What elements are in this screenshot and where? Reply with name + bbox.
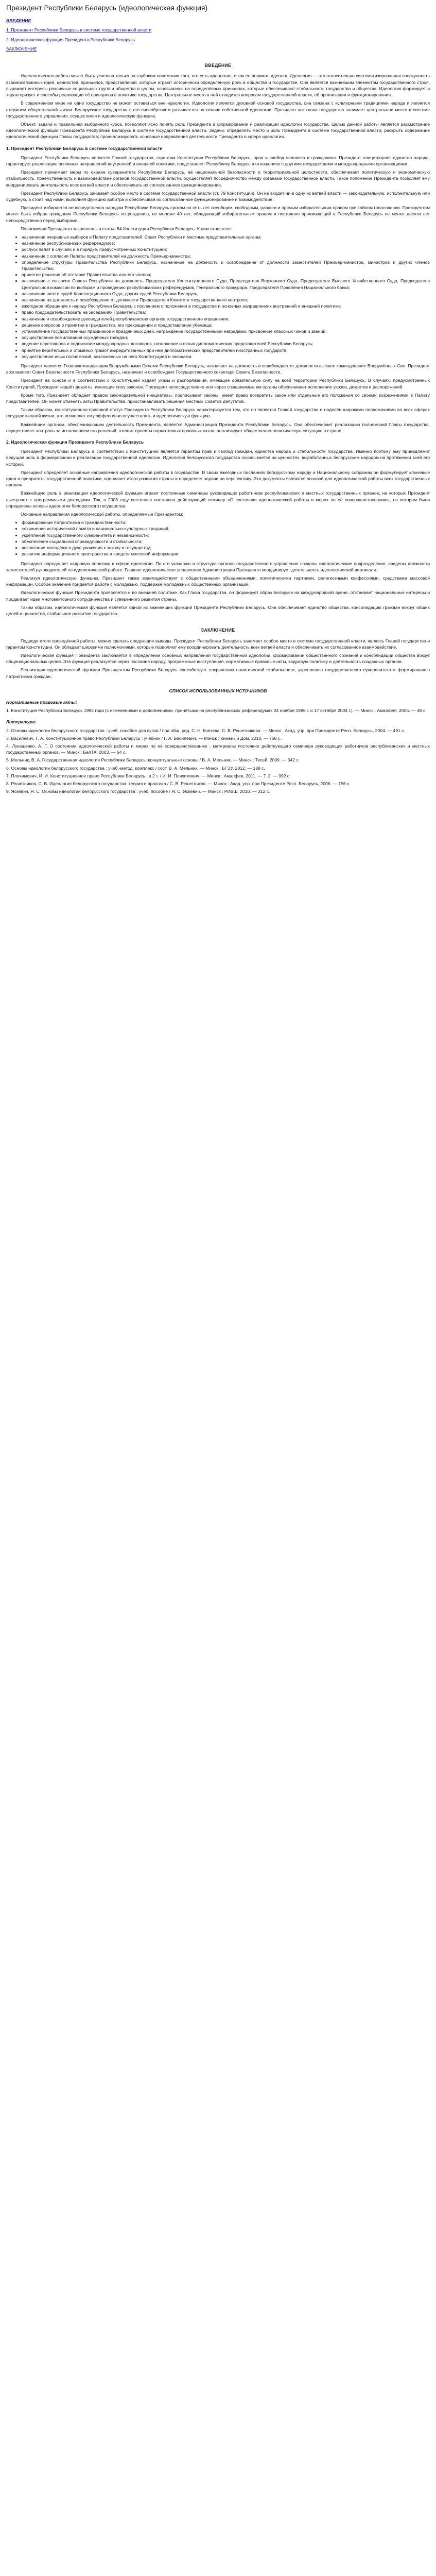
list-item: • укрепление государственного суверенитета и независимости; — [22, 532, 430, 538]
directions-list — [6, 519, 430, 557]
list-item: • назначение с согласия Палаты представителей на должность Премьер-министра; — [22, 253, 430, 259]
list-item: • развитие информационного пространства и средств массовой информации. — [22, 551, 430, 557]
powers-list — [6, 234, 430, 360]
list-item: • обеспечение социальной справедливости и стабильности; — [22, 538, 430, 545]
section-2-paragraph: Таким образом, идеологическая функция является одной из важнейших функций Президента Республики Беларусь. Она обеспечивает единство общества, консолидацию граждан вокруг общих целей и ценностей, стабильное развитие государства. — [6, 604, 430, 616]
section-2-paragraph: Реализуя идеологическую функцию, Президент также взаимодействует с общественными объединениями, политическими партиями, религиозными конфессиями, средствами массовой информации. Особое значение придаётся работе с молодёжью, поддержке молодёжных общественных организаций. — [6, 575, 430, 587]
toc-link-section-2[interactable]: 2. Идеологическая функция Президента Республики Беларусь — [6, 37, 135, 42]
list-item: • определение структуры Правительства Республики Беларусь, назначение на должность и освобождение от должности заместителей Премьер-министра, министров и других членов Правительства; — [22, 259, 430, 272]
list-item: • ежегодное обращение к народу Республики Беларусь с посланием о положении в государстве и основных направлениях внутренней и внешней политики; — [22, 303, 430, 309]
list-item: • решение вопросов о принятии в гражданство, его прекращении и предоставлении убежища; — [22, 322, 430, 328]
list-item: • принятие верительных и отзывных грамот аккредитованных при нём дипломатических представителей иностранных государств; — [22, 347, 430, 353]
bibliography-heading: СПИСОК ИСПОЛЬЗОВАННЫХ ИСТОЧНИКОВ — [169, 688, 267, 693]
section-1-heading: 1. Президент Республики Беларусь в системе государственной власти — [6, 145, 163, 151]
intro-paragraph: Идеологическая работа может быть успешна только на глубоком понимании того, что есть идеология, и как ее понимал идеолог. Идеология — это относительно систематизированная совокупность взаимосвязанных идей, ценностей, принципов, представлений, которые играют исторически определённую роль в обществе и государстве. Она является важнейшим элементом государственного строя, выражает интересы различных социальных групп и общества в целом, основываясь на определённых принципах, которые обеспечивают стабильность государства и общества. Идеология формирует и характеризует и способы реализации её принципов в политике государства. Центральное место в ней отводится вопросам государственной власти, её организации и функционирования. — [6, 73, 430, 98]
list-item: • роспуск палат в случаях и в порядке, предусмотренных Конституцией; — [22, 246, 430, 252]
bibliography-item: 7. Пляхимович, И. И. Конституционное право Республики Беларусь : в 2 т. / И. И. Пляхимович. — Минск : Амалфея, 2011. — Т. 2. — 992 с. — [6, 773, 291, 778]
section-1-paragraph: Президент является Главнокомандующим Вооружёнными Силами Республики Беларусь, назначает на должность и освобождает от должности высшее командование Вооружённых Сил. Президент возглавляет Совет Безопасности Республики Беларусь, назначает и освобождает Государственного секретаря Совета Безопасности. — [6, 363, 430, 375]
section-2-paragraph: Основные направления идеологической работы, определяемые Президентом: — [21, 512, 183, 517]
bibliography-item: 2. Основы идеологии белорусского государства : учеб. пособие для вузов / под общ. ред. С. Н. Князева, С. В. Решетникова. — Минск : Акад. упр. при Президенте Респ. Беларусь, 2004. — 491 с. — [6, 727, 405, 733]
section-1-paragraph: Важнейшим органом, обеспечивающим деятельность Президента, является Администрация Президента Республики Беларусь. Она обеспечивает реализацию полномочий Главы государства, осуществляет контроль за исполнением его решений, готовит проекты нормативных правовых актов, анализирует общественно-политическую ситуацию в стране. — [6, 421, 430, 433]
list-item: • назначение на должность и освобождение от должности Председателя Комитета государственного контроля; — [22, 297, 430, 303]
list-item: • осуществление помилования осуждённых граждан; — [22, 334, 430, 341]
section-2-paragraph: Важнейшую роль в реализации идеологической функции играют постоянные семинары руководящих работников республиканских и местных государственных органов, на которых Президент выступает с программными докладами. Так, в 2003 году состоялся постоянно действующий семинар «О состоянии идеологической работы и мерах по её совершенствованию», на котором были определены основы идеологии белорусского государства. — [6, 490, 430, 509]
intro-paragraph: Объект, задачи и правильная выбранного курса, позволяют ясно понять роль Президента в формировании и реализации идеологии государства. Целью данной работы является рассмотрение идеологической функции Президента Республики Беларусь в системе государственной власти. Задачи: определить место и роль Президента в системе государственной власти; раскрыть содержание идеологической функции Главы государства; проанализировать основные направления деятельности Президента в сфере идеологии. — [6, 121, 430, 140]
list-item: • воспитание молодёжи в духе уважения к закону и государству; — [22, 545, 430, 551]
bibliography-subheading: Нормативные правовые акты: — [6, 700, 77, 705]
toc-link-section-1[interactable]: 1. Президент Республики Беларусь в системе государственной власти — [6, 27, 152, 33]
bibliography-item: 1. Конституция Республики Беларусь 1994 года (с изменениями и дополнениями, принятыми на республиканских референдумах 24 ноября 1996 г. и 17 октября 2004 г.). — Минск : Амалфея, 2005. — 48 с. — [6, 708, 427, 714]
list-item: • формирование патриотизма и гражданственности; — [22, 519, 430, 526]
list-item: • назначение очередных выборов в Палату представителей, Совет Республики и местные представительные органы; — [22, 234, 430, 240]
bibliography-item: 8. Решетников, С. В. Идеология белорусского государства: теория и практика / С. В. Решетников. — Минск : Акад. упр. при Президенте Респ. Беларусь, 2006. — 156 с. — [6, 781, 351, 787]
bibliography-item: 4. Лукашенко, А. Г. О состоянии идеологической работы и мерах по её совершенствованию : материалы постоянно действующего семинара руководящих работников республиканских и местных государственных органов. — Минск : БелТА, 2003. — 64 с. — [6, 743, 430, 755]
section-1-paragraph: Президент на основе и в соответствии с Конституцией издаёт указы и распоряжения, имеющие обязательную силу на всей территории Республики Беларусь. В случаях, предусмотренных Конституцией, Президент издаёт декреты, имеющие силу законов. Президент непосредственно или через создаваемые им органы обеспечивает исполнение указов, декретов и распоряжений. — [6, 378, 430, 389]
bibliography-item: 9. Яскевич, Я. С. Основы идеологии белорусского государства : учеб. пособие / Я. С. Яскевич. — Минск : РИВШ, 2010. — 312 с. — [6, 789, 270, 794]
list-item: • назначение с согласия Совета Республики на должность Председателя Конституционного Суда, Председателя Верховного Суда, Председателя Высшего Хозяйственного Суда, Председателя Центральной комиссии по выборам и проведению республиканских референдумов, Генерального прокурора, Председателя Правления Национального банка; — [22, 278, 430, 290]
bibliography-item: 3. Василевич, Г. А. Конституционное право Республики Беларусь : учебник / Г. А. Василевич. — Минск : Книжный Дом, 2010. — 768 с. — [6, 735, 282, 741]
section-1-paragraph: Президент принимает меры по охране суверенитета Республики Беларусь, её национальной безопасности и территориальной целостности, обеспечивает политическую и экономическую стабильность, преемственность и взаимодействие органов государственной власти, осуществляет посредничество между органами государственной власти. Такое положение Президента позволяет ему координировать деятельность всех ветвей власти и обеспечивать их согласованное функционирование. — [6, 170, 430, 188]
conclusion-paragraph: Идеологическая функция Президента заключается в определении основных направлений государственной идеологии, формировании общественного сознания и консолидации общества вокруг общенациональных целей. Эта функция реализуется через послания народу, программные выступления, нормативные правовые акты, кадровую политику и деятельность созданных органов. — [6, 653, 430, 665]
section-1-paragraph: Президент избирается непосредственно народом Республики Беларусь сроком на пять лет всеобщим, свободным, равным и прямым избирательным правом при тайном голосовании. Президентом может быть избран гражданин Республики Беларусь по рождению, не моложе 40 лет, обладающий избирательным правом и постоянно проживающий в Республике Беларусь не менее десяти лет непосредственно перед выборами. — [6, 205, 430, 223]
section-1-paragraph: Таким образом, конституционно-правовой статус Президента Республики Беларусь характеризуется тем, что он является Главой государства и наделён широкими полномочиями во всех сферах государственной жизни, что позволяет ему эффективно осуществлять и идеологическую функцию. — [6, 407, 430, 419]
section-2-paragraph: Президент Республики Беларусь в соответствии с Конституцией является гарантом прав и свобод граждан, единства народа и стабильности государства. Именно поэтому ему принадлежит ведущая роль в формировании и реализации государственной идеологии. Идеология белорусского государства основывается на ценностях, выработанных белорусским народом на протяжении всей его истории. — [6, 449, 430, 467]
conclusion-paragraph: Подводя итоги проведённой работы, можно сделать следующие выводы. Президент Республики Беларусь занимает особое место в системе государственной власти, являясь Главой государства и гарантом Конституции. Он обладает широкими полномочиями, которые позволяют ему координировать деятельность всех ветвей власти и обеспечивать их согласованное взаимодействие. — [6, 638, 430, 650]
list-item: • назначение шести судей Конституционного Суда, других судей Республики Беларусь; — [22, 291, 430, 297]
document-title: Президент Республики Беларусь (идеологическая функция) — [6, 4, 208, 12]
list-item: • ведение переговоров и подписание международных договоров, назначение и отзыв дипломатических представителей Республики Беларусь; — [22, 341, 430, 347]
list-item: • назначение и освобождение руководителей республиканских органов государственного управления; — [22, 316, 430, 322]
section-1-paragraph: Президент Республики Беларусь занимает особое место в системе государственной власти (ст. 79 Конституции). Он не входит ни в одну из ветвей власти — законодательную, исполнительную или судебную, а стоит над ними, выполняя функцию арбитра и обеспечивая их согласованное функционирование и взаимодействие. — [6, 190, 430, 202]
section-2-paragraph: Президент определяет кадровую политику в сфере идеологии. По его указанию в структуре органов государственного управления созданы идеологические подразделения, введены должности заместителей руководителей по идеологической работе. Главное идеологическое управление Администрации Президента координирует деятельность идеологической вертикали. — [6, 561, 430, 572]
bibliography-subheading: Литература: — [6, 719, 37, 725]
section-2-paragraph: Идеологическая функция Президента проявляется и во внешней политике. Как Глава государства, он формирует образ Беларуси на международной арене, отстаивает национальные интересы и продвигает идеи многовекторного сотрудничества и суверенного развития страны. — [6, 590, 430, 602]
section-1-paragraph: Президент Республики Беларусь является Главой государства, гарантом Конституции Республики Беларусь, прав и свобод человека и гражданина. Президент олицетворяет единство народа, гарантирует реализацию основных направлений внутренней и внешней политики, представляет Республику Беларусь в отношениях с другими государствами и международными организациями. — [6, 155, 430, 166]
list-item: • установление государственных праздников и праздничных дней, награждение государственными наградами, присвоение классных чинов и званий; — [22, 328, 430, 334]
conclusion-heading: ЗАКЛЮЧЕНИЕ — [201, 628, 235, 633]
section-2-heading: 2. Идеологическая функция Президента Республики Беларусь — [6, 439, 144, 445]
section-1-paragraph: Полномочия Президента закреплены в статье 84 Конституции Республики Беларусь. К ним относятся: — [21, 226, 232, 231]
section-1-paragraph: Кроме того, Президент обладает правом законодательной инициативы, подписывает законы, имеет право возвратить закон или отдельные его положения со своими возражениями в Палату представителей. Он может отменять акты Правительства, приостанавливать решения местных Советов депутатов. — [6, 392, 430, 404]
list-item: • сохранение исторической памяти и национально-культурных традиций; — [22, 526, 430, 532]
conclusion-paragraph: Реализация идеологической функции Президентом Республики Беларусь способствует сохранению политической стабильности, укреплению государственного суверенитета и формированию патриотизма граждан. — [6, 667, 430, 679]
section-2-paragraph: Президент определяет основные направления идеологической работы в государстве. В своих ежегодных посланиях белорусскому народу и Национальному собранию он формулирует ключевые идеи и приоритеты государственной политики, оценивает итоги развития страны и определяет задачи на перспективу. Эти документы являются основой для идеологической работы всех государственных органов. — [6, 469, 430, 488]
list-item: • право председательствовать на заседаниях Правительства; — [22, 309, 430, 315]
list-item: • осуществление иных полномочий, возложенных на него Конституцией и законами. — [22, 353, 430, 360]
table-of-contents — [6, 18, 430, 52]
toc-link-conclusion[interactable]: ЗАКЛЮЧЕНИЕ — [6, 46, 37, 52]
document-page — [0, 0, 436, 806]
bibliography-item: 6. Основы идеологии белорусского государства : учеб.-метод. комплекс / сост. В. А. Мельник. — Минск : БГЭУ, 2012. — 188 с. — [6, 765, 265, 771]
toc-link-introduction[interactable]: ВВЕДЕНИЕ — [6, 18, 31, 24]
bibliography-item: 5. Мельник, В. А. Государственная идеология Республики Беларусь: концептуальные основы / В. А. Мельник. — Минск : Тесей, 2009. — 342 с. — [6, 757, 300, 763]
intro-heading: ВВЕДЕНИЕ — [204, 63, 232, 68]
intro-paragraph: В современном мире ни одно государство не может оставаться вне идеологии. Идеология является духовной основой государства, она связана с культурными традициями народа и является стержнем общественной жизни. Белорусское государство с его своеобразием развивается на основе собственной идеологии. Президент как глава государства занимает центральное место в системе государственного управления, осуществляя и идеологическую функцию. — [6, 100, 430, 118]
list-item: • назначение республиканских референдумов; — [22, 240, 430, 246]
list-item: • принятие решения об отставке Правительства или его членов; — [22, 272, 430, 278]
